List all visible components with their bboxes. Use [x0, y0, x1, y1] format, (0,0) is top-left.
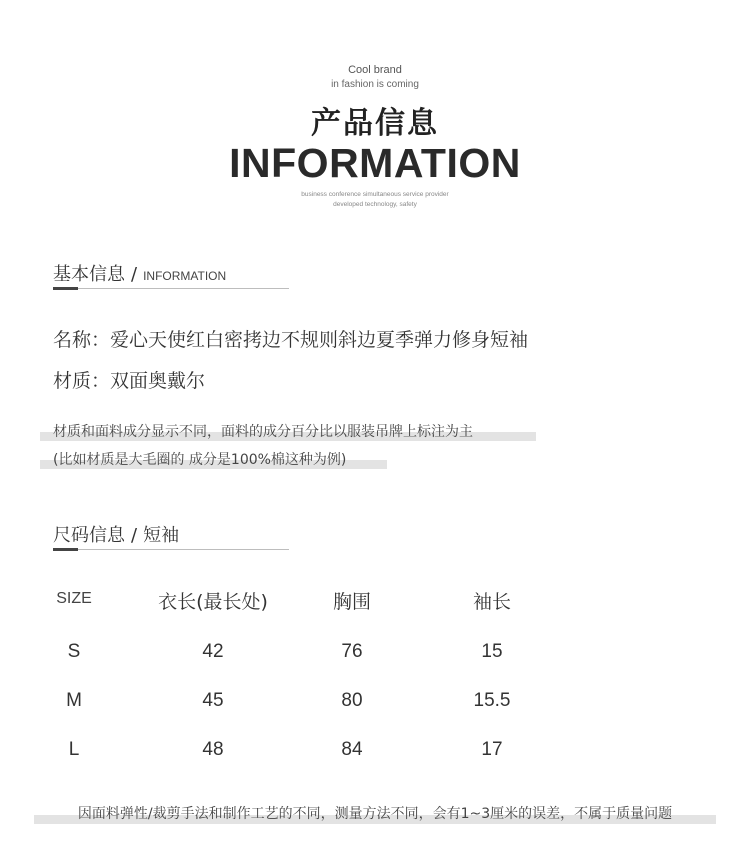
table-cell-size: M — [66, 690, 82, 711]
section-slash: / — [131, 525, 138, 546]
brand-tagline-line2: in fashion is coming — [331, 79, 419, 90]
size-info-section-header — [53, 521, 179, 547]
basic-info-section-header — [53, 260, 226, 286]
table-cell-size: L — [68, 739, 80, 760]
section-divider-accent — [53, 548, 78, 551]
table-cell-size: S — [67, 641, 81, 662]
table-cell-length: 45 — [202, 690, 224, 711]
header-subtext-line1: business conference simultaneous service provider — [301, 191, 449, 198]
product-name: 名称：爱心天使红白密拷边不规则斜边夏季弹力修身短袖 — [53, 329, 529, 351]
basic-info-title: 基本信息 — [53, 264, 125, 285]
table-header-length: 衣长(最长处) — [158, 591, 268, 613]
table-cell-length: 48 — [202, 739, 224, 760]
section-divider-accent — [53, 287, 78, 290]
section-divider — [53, 288, 289, 289]
table-cell-chest: 80 — [341, 690, 363, 711]
material-note-line2: (比如材质是大毛圈的 成分是100%棉这种为例) — [53, 452, 347, 468]
table-header-size: SIZE — [56, 590, 92, 607]
table-header-sleeve: 袖长 — [472, 591, 512, 613]
size-info-title: 尺码信息 — [53, 525, 125, 546]
header-subtext-line2: developed technology, safety — [333, 201, 417, 208]
page-title-english: INFORMATION — [229, 140, 521, 186]
brand-tagline-line1: Cool brand — [348, 64, 402, 76]
table-cell-sleeve: 17 — [481, 739, 503, 760]
table-cell-length: 42 — [202, 641, 224, 662]
table-cell-sleeve: 15.5 — [473, 690, 511, 711]
table-cell-chest: 84 — [341, 739, 363, 760]
section-divider — [53, 549, 289, 550]
size-info-subtitle: 短袖 — [143, 525, 180, 546]
table-cell-chest: 76 — [341, 641, 363, 662]
table-cell-sleeve: 15 — [481, 641, 503, 662]
table-header-chest: 胸围 — [332, 591, 372, 613]
page-title-chinese: 产品信息 — [311, 106, 439, 141]
measurement-disclaimer: 因面料弹性/裁剪手法和制作工艺的不同，测量方法不同，会有1~3厘米的误差，不属于质量问题 — [77, 806, 673, 822]
material-note-line1: 材质和面料成分显示不同，面料的成分百分比以服装吊牌上标注为主 — [53, 424, 473, 440]
basic-info-title-english: INFORMATION — [143, 269, 227, 283]
section-slash: / — [131, 264, 138, 285]
product-material: 材质：双面奥戴尔 — [53, 370, 206, 392]
